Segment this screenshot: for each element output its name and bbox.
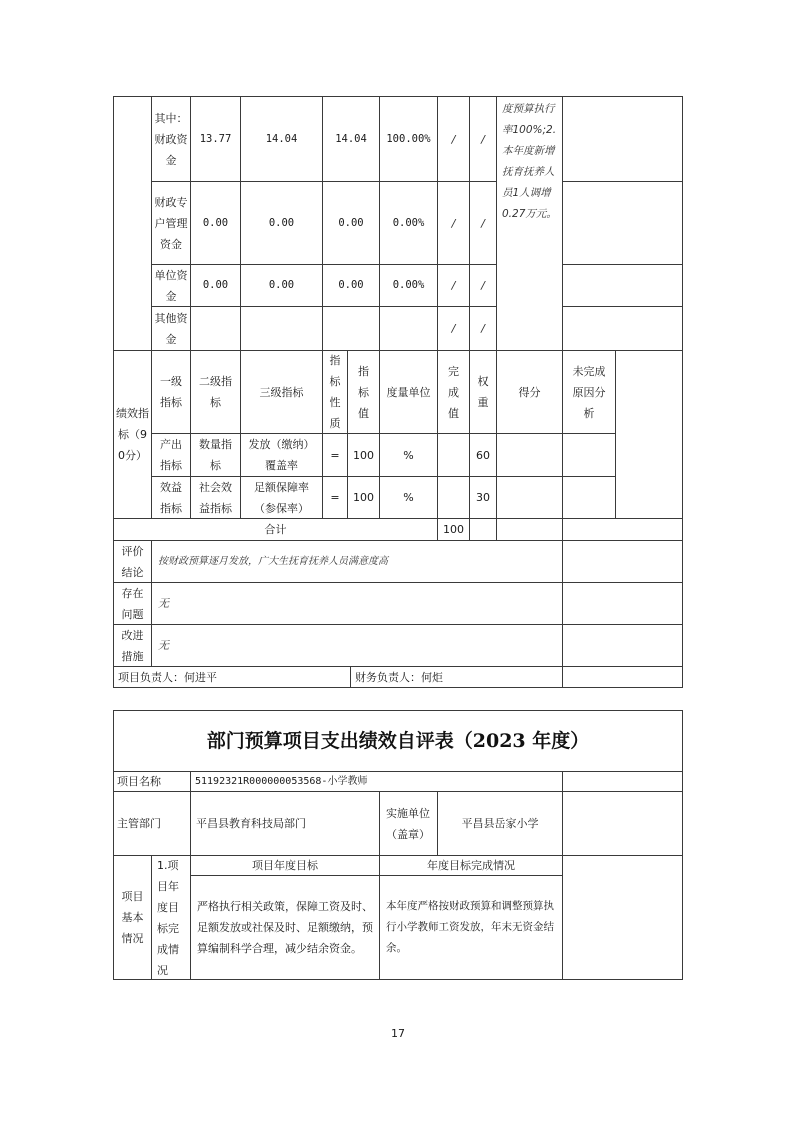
fund-cell: 14.04: [240, 96, 323, 182]
perf-nature: =: [322, 476, 348, 519]
finance-lead: 财务负责人：何炬: [350, 666, 563, 688]
perf-header-value: 指标值: [347, 350, 380, 434]
perf-level2: 社会效益指标: [190, 476, 241, 519]
fund-label: 财政专户管理资金: [151, 181, 191, 265]
perf-reason: [562, 476, 616, 519]
fund-rate: 0.00%: [379, 181, 438, 265]
fund-cell: [240, 306, 323, 351]
perf-header-level3: 三级指标: [240, 350, 323, 434]
fund-blank: [562, 264, 683, 307]
perf-score: [496, 433, 563, 477]
perf-level1: 产出指标: [151, 433, 191, 477]
perf-value: 100: [347, 476, 380, 519]
fund-cell: [322, 306, 380, 351]
fund-label: 其中：财政资金: [151, 96, 191, 182]
perf-header-weight: 权重: [469, 350, 497, 434]
project-name-blank: [562, 771, 683, 792]
total-label: 合计: [113, 518, 438, 541]
perf-nature: =: [322, 433, 348, 477]
improve-blank: [562, 624, 683, 667]
form-title: 部门预算项目支出绩效自评表（2023 年度）: [113, 710, 683, 772]
perf-section-label: 绩效指标（90分）: [113, 350, 152, 519]
fund-cell: 0.00: [240, 181, 323, 265]
conclusion-blank: [562, 540, 683, 583]
perf-score: [496, 476, 563, 519]
perf-level1: 效益指标: [151, 476, 191, 519]
fund-rate: 0.00%: [379, 264, 438, 307]
conclusion-label: 评价结论: [113, 540, 152, 583]
improve-label: 改进措施: [113, 624, 152, 667]
fund-slash: /: [469, 181, 497, 265]
fund-cell: 0.00: [240, 264, 323, 307]
perf-header-nature: 指标性质: [322, 350, 348, 434]
fund-cell: 0.00: [322, 181, 380, 265]
total-value: 100: [437, 518, 470, 541]
perf-header-unit: 度量单位: [379, 350, 438, 434]
perf-reason: [562, 433, 616, 477]
fund-cell: 0.00: [190, 264, 241, 307]
total-blank: [496, 518, 563, 541]
fund-blank: [562, 181, 683, 265]
goal-header: 项目年度目标: [190, 855, 380, 876]
improve-text: 无: [151, 624, 563, 667]
perf-weight: 60: [469, 433, 497, 477]
page-number: 17: [391, 1027, 405, 1040]
dept-value: 平昌县教育科技局部门: [190, 791, 380, 856]
perf-level2: 数量指标: [190, 433, 241, 477]
perf-actual: [437, 433, 470, 477]
total-blank: [469, 518, 497, 541]
fund-cell: 0.00: [322, 264, 380, 307]
perf-level3: 足额保障率（参保率）: [240, 476, 323, 519]
done-header: 年度目标完成情况: [379, 855, 563, 876]
fund-rate: [379, 306, 438, 351]
fund-rate: 100.00%: [379, 96, 438, 182]
perf-level3: 发放（缴纳）覆盖率: [240, 433, 323, 477]
impl-label: 实施单位（盖章）: [379, 791, 438, 856]
goal-section-label: 1.项目年度目标完成情况: [151, 855, 191, 980]
perf-value: 100: [347, 433, 380, 477]
problems-text: 无: [151, 582, 563, 625]
project-name-label: 项目名称: [113, 771, 191, 792]
conclusion-text: 按财政预算逐月发放，广大生抚育抚养人员满意度高: [151, 540, 563, 583]
fund-slash: /: [437, 264, 470, 307]
fund-label: 单位资金: [151, 264, 191, 307]
fund-slash: /: [469, 306, 497, 351]
perf-header-actual: 完成值: [437, 350, 470, 434]
project-lead: 项目负责人：何进平: [113, 666, 351, 688]
fund-slash: /: [437, 181, 470, 265]
impl-value: 平昌县岳家小学: [437, 791, 563, 856]
perf-actual: [437, 476, 470, 519]
perf-blank: [615, 350, 683, 519]
fund-cell: [190, 306, 241, 351]
perf-header-level2: 二级指标: [190, 350, 241, 434]
fund-slash: /: [469, 96, 497, 182]
fund-slash: /: [437, 306, 470, 351]
fund-slash: /: [437, 96, 470, 182]
basic-info-label: 项目基本情况: [113, 855, 152, 980]
perf-unit: %: [379, 433, 438, 477]
fund-cell: 14.04: [322, 96, 380, 182]
fund-cell: 0.00: [190, 181, 241, 265]
perf-header-reason: 未完成原因分析: [562, 350, 616, 434]
done-text: 本年度严格按财政预算和调整预算执行小学教师工资发放，年末无资金结余。: [379, 875, 563, 980]
perf-header-level1: 一级指标: [151, 350, 191, 434]
perf-unit: %: [379, 476, 438, 519]
goal-text: 严格执行相关政策，保障工资及时、足额发放或社保及时、足额缴纳，预算编制科学合理，减少结余资金。: [190, 875, 380, 980]
goal-blank: [562, 855, 683, 980]
fund-section-label-cell: [113, 96, 152, 351]
footer-blank: [562, 666, 683, 688]
project-name: 51192321R000000053568-小学教师: [190, 771, 563, 792]
fund-label: 其他资金: [151, 306, 191, 351]
total-blank: [562, 518, 683, 541]
fund-slash: /: [469, 264, 497, 307]
perf-weight: 30: [469, 476, 497, 519]
problems-label: 存在问题: [113, 582, 152, 625]
dept-blank: [562, 791, 683, 856]
analysis-note: 度预算执行率100%;2.本年度新增抚育抚养人员1人调增0.27万元。: [496, 96, 563, 351]
perf-header-score: 得分: [496, 350, 563, 434]
fund-blank: [562, 96, 683, 182]
fund-blank: [562, 306, 683, 351]
dept-label: 主管部门: [113, 791, 191, 856]
problems-blank: [562, 582, 683, 625]
fund-cell: 13.77: [190, 96, 241, 182]
